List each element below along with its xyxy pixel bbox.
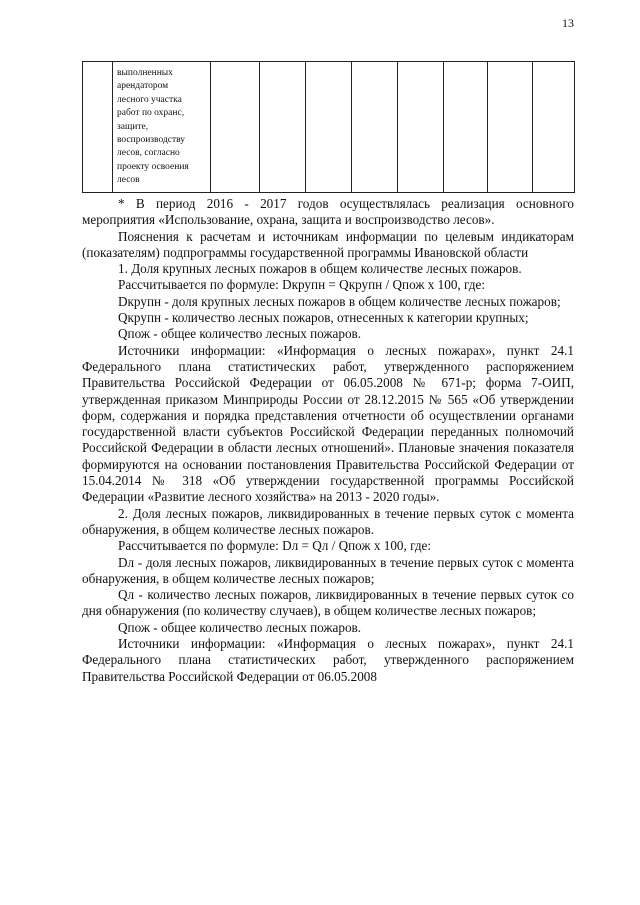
table-cell	[211, 62, 260, 193]
table-cell	[260, 62, 306, 193]
page-number: 13	[562, 16, 574, 30]
formula-2: Рассчитывается по формуле: Dл = Qл / Qпож x 100, где:	[118, 538, 432, 554]
sources-1: Источники информации: «Информация о лесных пожарах», пункт 24.1 Федерального плана статистических работ, утвержденного распоряжением Правительства Российской Федерации от 06.05.2008 № 671-р; форма 7-ОИП, утвержденная приказом Минприроды России от 28.12.2015 № 565 «Об утверждении форм, содержания и порядка представления отчетности об осуществлении органами государственной власти субъектов Российской Федерации переданных полномочий Российской Федерации в области лесных отношений». Плановые значения показателя формируются на основании постановления Правительства Российской Федерации от 15.04.2014 № 318 «Об утверждении государственной программы Российской Федерации «Развитие лесного хозяйства» на 2013 - 2020 годы».	[82, 342, 574, 505]
table-cell-number	[83, 62, 113, 193]
table-cell	[352, 62, 398, 193]
table-cell	[398, 62, 444, 193]
document-body	[82, 196, 574, 685]
definition-dl: Dл - доля лесных пожаров, ликвидированных в течение первых суток с момента обнаружения, в общем количестве лесных пожаров;	[82, 554, 574, 586]
definition-qpozh-2: Qпож - общее количество лесных пожаров.	[118, 619, 362, 635]
definition-qpozh: Qпож - общее количество лесных пожаров.	[118, 326, 362, 342]
table-cell	[306, 62, 352, 193]
indicator-1-title: 1. Доля крупных лесных пожаров в общем количестве лесных пожаров.	[118, 261, 522, 277]
indicators-table-fragment	[82, 61, 575, 193]
sources-2: Источники информации: «Информация о лесных пожарах», пункт 24.1 Федерального плана статистических работ, утвержденного распоряжением Правительства Российской Федерации от 06.05.2008	[82, 636, 574, 684]
formula-1: Рассчитывается по формуле: Dкрупн = Qкрупн / Qпож x 100, где:	[118, 277, 485, 293]
definition-dkrupn: Dкрупн - доля крупных лесных пожаров в общем количестве лесных пожаров;	[118, 293, 561, 309]
indicator-label: выполненных арендатором лесного участка работ по охранс, защите, воспроизводству лесов, согласно проекту освоения лесов	[117, 68, 189, 186]
section-heading-paragraph: Пояснения к расчетам и источникам информации по целевым индикаторам (показателям) подпрограммы государственной программы Ивановской области	[82, 228, 574, 260]
table-cell	[533, 62, 575, 193]
indicator-2-title: 2. Доля лесных пожаров, ликвидированных в течение первых суток с момента обнаружения, в общем количестве лесных пожаров.	[82, 505, 574, 537]
table-cell	[444, 62, 488, 193]
definition-ql: Qл - количество лесных пожаров, ликвидированных в течение первых суток со дня обнаружения (по количеству случаев), в общем количестве лесных пожаров;	[82, 587, 574, 619]
table-cell	[488, 62, 533, 193]
footnote-paragraph: * В период 2016 - 2017 годов осуществлялась реализация основного мероприятия «Использование, охрана, защита и воспроизводство лесов».	[82, 196, 574, 228]
definition-qkrupn: Qкрупн - количество лесных пожаров, отнесенных к категории крупных;	[118, 310, 529, 326]
table-cell-indicator	[113, 62, 211, 193]
table-row	[83, 62, 575, 193]
